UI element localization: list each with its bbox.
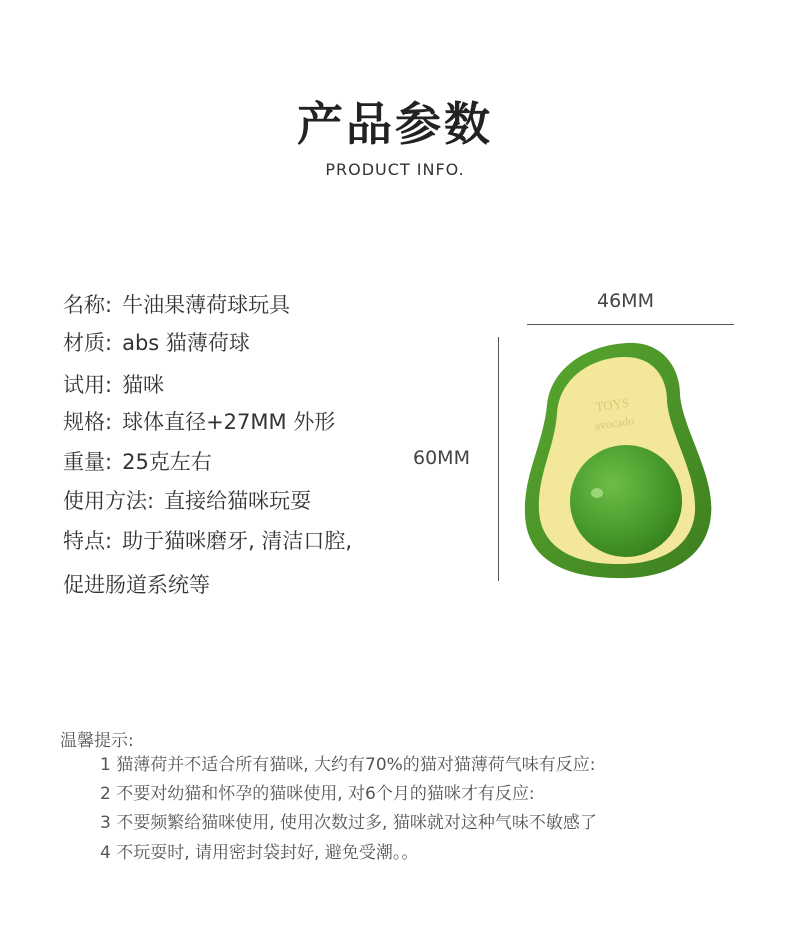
spec-label: 材质: bbox=[63, 331, 113, 355]
spec-row-name bbox=[63, 289, 290, 319]
spec-row-material bbox=[63, 327, 250, 357]
page-subtitle: PRODUCT INFO. bbox=[325, 160, 465, 179]
width-dimension-label: 46MM bbox=[597, 290, 654, 312]
spec-label: 重量: bbox=[63, 450, 113, 474]
width-dimension-line bbox=[527, 324, 734, 325]
height-dimension-line bbox=[498, 337, 499, 581]
spec-label: 特点: bbox=[63, 529, 113, 553]
spec-row-weight bbox=[63, 446, 212, 476]
spec-label: 使用方法: bbox=[63, 489, 155, 513]
spec-label: 名称: bbox=[63, 293, 113, 317]
spec-row-size bbox=[63, 406, 335, 436]
spec-value: 球体直径+27MM 外形 bbox=[122, 410, 336, 434]
spec-value: abs 猫薄荷球 bbox=[122, 331, 250, 355]
spec-value: 助于猫咪磨牙, 清洁口腔, bbox=[122, 529, 353, 553]
tip-item: 4 不玩耍时, 请用密封袋封好, 避免受潮。。 bbox=[100, 843, 419, 863]
spec-value: 猫咪 bbox=[122, 373, 165, 397]
tip-item: 3 不要频繁给猫咪使用, 使用次数过多, 猫咪就对这种气味不敏感了 bbox=[100, 813, 597, 833]
tip-item: 2 不要对幼猫和怀孕的猫咪使用, 对6个月的猫咪才有反应: bbox=[100, 784, 535, 804]
spec-value: 直接给猫咪玩耍 bbox=[164, 489, 312, 513]
height-dimension-label: 60MM bbox=[413, 447, 470, 469]
spec-row-suitable bbox=[63, 369, 164, 399]
spec-value: 牛油果薄荷球玩具 bbox=[122, 293, 291, 317]
spec-row-features-cont bbox=[63, 569, 210, 599]
tip-item: 1 猫薄荷并不适合所有猫咪, 大约有70%的猫对猫薄荷气味有反应: bbox=[100, 755, 596, 775]
page-title: 产品参数 bbox=[297, 97, 493, 151]
spec-value: 促进肠道系统等 bbox=[63, 573, 210, 597]
spec-value: 25克左右 bbox=[122, 450, 212, 474]
embossed-text-avocado: avocado bbox=[593, 413, 636, 433]
spec-row-features bbox=[63, 525, 352, 555]
ball-highlight-shape bbox=[591, 488, 603, 498]
spec-label: 试用: bbox=[63, 373, 113, 397]
avocado-toy-image bbox=[515, 335, 725, 585]
tips-title: 温馨提示: bbox=[60, 731, 134, 751]
catnip-ball-shape bbox=[570, 445, 682, 557]
spec-row-usage bbox=[63, 485, 311, 515]
spec-label: 规格: bbox=[63, 410, 113, 434]
embossed-text-toys: TOYS bbox=[594, 394, 631, 415]
